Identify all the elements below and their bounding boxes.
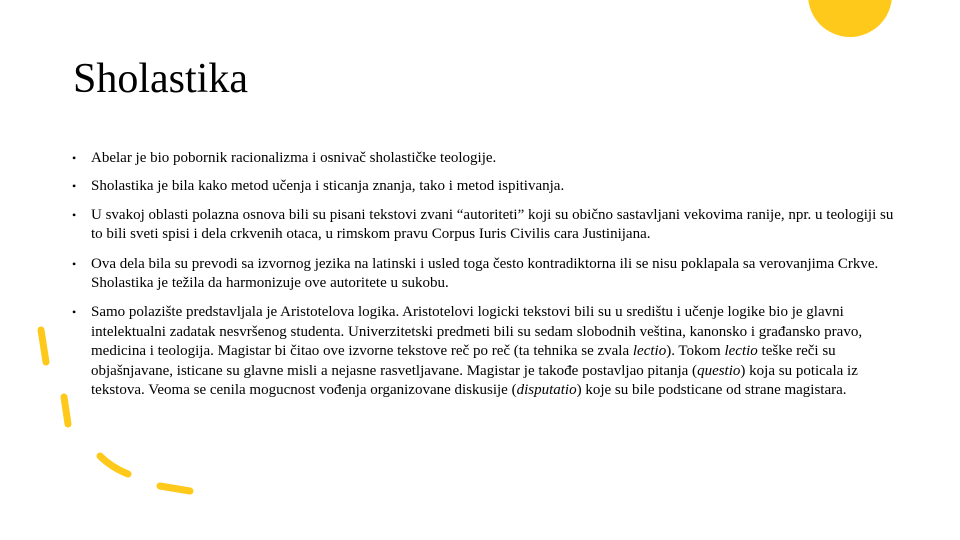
accent-dash-middle <box>64 397 68 424</box>
bullet-item <box>71 177 901 196</box>
bullet-text: U svakoj oblasti polazna osnova bili su pisani tekstovi zvani “autoriteti” koji su obično sastavljani vekovima ranije, npr. u teologiji su to bili sveti spisi i dela crkvenih otaca, u rimskom pravu Corpus Iuris Civilis cara Justinijana. <box>91 206 894 243</box>
bullet-item <box>71 149 901 168</box>
term-questio: questio <box>697 362 741 379</box>
bullet-list <box>71 149 901 400</box>
bullet-dot: • <box>72 305 77 320</box>
accent-dash-curve <box>100 456 128 474</box>
term-lectio: lectio <box>724 343 758 360</box>
bullet-text-part: Samo polazište predstavljala je Aristotelova logika. Aristotelovi logicki tekstovi bili su u središtu i učenje logike bio je glavni intelektualni zadatak nesvršenog studenta. Univerzitetski predmeti bili su sedam slobodnih veština, kanonsko i građansko pravo, medicina i teologija. Magistar bi čitao ove izvorne tekstove reč po reč (ta tehnika se zvala <box>91 304 863 360</box>
bullet-text: Abelar je bio pobornik racionalizma i osnivač sholastičke teologije. <box>91 150 497 166</box>
bullet-text-part: ). Tokom <box>666 343 725 360</box>
bullet-text-part: ) koje su bile podsticane od strane magistara. <box>576 382 847 399</box>
bullet-dot: • <box>72 256 77 271</box>
slide-title: Sholastika <box>73 56 248 102</box>
bullet-text: Sholastika je bila kako metod učenja i sticanja znanja, tako i metod ispitivanja. <box>91 178 565 195</box>
bullet-text <box>91 304 862 398</box>
accent-dash-upper <box>41 330 46 362</box>
bullet-item <box>71 303 901 400</box>
bullet-dot: • <box>72 151 77 165</box>
bullet-text-part: ) koja su poticala iz tekstova. Veoma se cenila mogucnost vođenja organizovane diskusije ( <box>91 362 858 399</box>
bullet-text: Ova dela bila su prevodi sa izvornog jezika na latinski i usled toga često kontradiktorna ili se nisu poklapala sa verovanjima Crkve. Sholastika je težila da harmonizuje ove autoritete u sukobu. <box>91 255 879 292</box>
accent-dash-bottom <box>160 486 190 491</box>
bullet-text-part: teške reči su objašnjavane, isticane su glavne misli a nejasne rasvetljavane. Magistar je takođe postavljao pitanja ( <box>91 343 836 379</box>
term-disputatio: disputatio <box>516 382 577 399</box>
term-lectio: lectio <box>632 343 667 360</box>
bullet-item <box>71 255 901 294</box>
bullet-dot: • <box>72 179 77 194</box>
bullet-item <box>71 206 901 245</box>
bullet-dot: • <box>72 207 77 222</box>
accent-circle <box>808 0 892 37</box>
